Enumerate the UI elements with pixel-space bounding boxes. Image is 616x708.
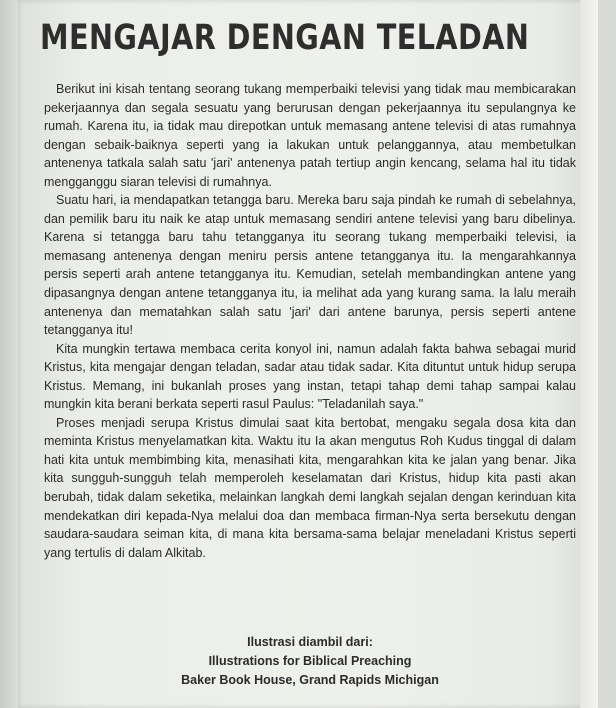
credits-intro: Ilustrasi diambil dari: xyxy=(247,635,373,649)
paragraph-2: Suatu hari, ia mendapatkan tetangga baru. Mereka baru saja pindah ke rumah di sebelahnya, dan pemilik baru itu naik ke atap untuk memasang sendiri antene televisi yang baru dibelinya. Karena si tetangga baru tahu tetangganya itu seorang tukang memperbaiki televisi, ia memasang antenenya dengan meniru persis antene tetangganya itu. Ia mengarahkannya persis seperti arah antene tetangganya itu. Kemudian, setelah membandingkan antene yang dipasangnya dengan antene tetangganya itu, ia melihat ada yang kurang sama. Ia lalu meraih antenenya dan mematahkan salah satu 'jari' dari antene barunya, persis seperti antene tetangganya itu! xyxy=(44,193,576,338)
binding-edge xyxy=(0,0,18,708)
illustration-credits xyxy=(120,633,500,690)
credits-publisher: Baker Book House, Grand Rapids Michigan xyxy=(181,673,439,687)
paragraph-3: Kita mungkin tertawa membaca cerita konyol ini, namun adalah fakta bahwa sebagai murid Kristus, kita mengajar dengan teladan, sadar atau tidak sadar. Kita dituntut untuk hidup serupa Kristus. Memang, ini bukanlah proses yang instan, tetapi tahap demi tahap sampai kalau mungkin kita berani berkata seperti rasul Paulus: "Teladanilah saya." xyxy=(44,341,576,412)
paragraph-4: Proses menjadi serupa Kristus dimulai saat kita bertobat, mengaku segala dosa kita dan meminta Kristus menyelamatkan kita. Waktu itu Ia akan mengutus Roh Kudus tinggal di dalam hati kita untuk membimbing kita, menasihati kita, mengarahkan kita ke jalan yang benar. Jika kita sungguh-sungguh telah memperoleh keselamatan dari Kristus, hidup kita pasti akan berubah, tidak dalam seketika, melainkan langkah demi langkah sejalan dengan kerinduan kita mendekatkan diri kepada-Nya melalui doa dan membaca firman-Nya serta bersekutu dengan saudara-saudara seiman kita, di mana kita bersama-sama belajar meneladani Kristus seperti yang tertulis di dalam Alkitab. xyxy=(44,415,576,560)
paragraph-1: Berikut ini kisah tentang seorang tukang memperbaiki televisi yang tidak mau membicarakan pekerjaannya dan segala sesuatu yang berurusan dengan pekerjaannya itu sepulangnya ke rumah. Karena itu, ia tidak mau direpotkan untuk memasang antene televisi di atas rumahnya dengan sebaik-baiknya seperti yang ia lakukan untuk pelanggannya, atau membetulkan antenenya tatkala salah satu 'jari' antenenya patah tertiup angin kencang, selama hal itu tidak mengganggu siaran televisi di rumahnya. xyxy=(44,82,576,189)
article-title: MENGAJAR DENGAN TELADAN xyxy=(40,18,530,58)
credits-book-title: Illustrations for Biblical Preaching xyxy=(208,654,412,668)
article-body xyxy=(44,80,576,562)
page-right-edge xyxy=(580,0,598,708)
